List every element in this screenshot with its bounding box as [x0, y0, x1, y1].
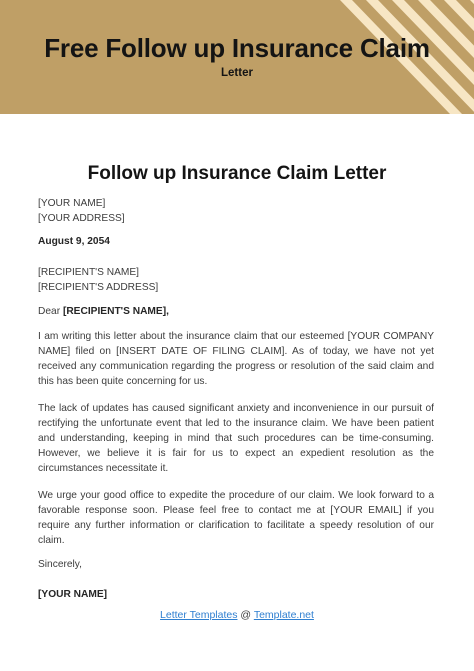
footer — [0, 609, 474, 621]
header-banner — [0, 0, 474, 114]
recipient-name: [RECIPIENT'S NAME] — [38, 267, 140, 278]
paragraph-3: We urge your good office to expedite the procedure of our claim. We look forward to a favorable response soon. Please feel free to contact me at [YOUR EMAIL] if you require any further information or clarification to facilitate a speedy resolution of our claim. — [38, 490, 434, 546]
sender-name: [YOUR NAME] — [38, 198, 106, 209]
footer-separator: @ — [240, 609, 252, 621]
salutation-prefix: Dear — [38, 306, 61, 317]
salutation-name: [RECIPIENT'S NAME], — [62, 306, 169, 317]
paragraph-2: The lack of updates has caused significant anxiety and inconvenience in our pursuit of rectifying the unfortunate event that led to the insurance claim. We have been patient and understanding, keeping in mind that such procedures can be time-consuming. However, we believe it is fair for us to expect an expedient resolution as the circumstances necessitate it. — [38, 403, 434, 474]
signature: [YOUR NAME] — [38, 589, 108, 600]
paragraph-1: I am writing this letter about the insurance claim that our esteemed [YOUR COMPANY NAME] filed on [INSERT DATE OF FILING CLAIM]. As of today, we have not yet received any communication regarding the progress or resolution of the said claim and this has been quite concerning for us. — [38, 331, 434, 387]
banner-subtitle: Letter — [221, 67, 253, 79]
recipient-address: [RECIPIENT'S ADDRESS] — [38, 282, 159, 293]
sender-address: [YOUR ADDRESS] — [38, 213, 125, 224]
letter-title: Follow up Insurance Claim Letter — [87, 163, 387, 184]
closing: Sincerely, — [38, 559, 82, 570]
letter-date: August 9, 2054 — [38, 236, 110, 247]
banner-title: Free Follow up Insurance Claim — [44, 33, 430, 63]
letter-templates-link[interactable]: Letter Templates — [160, 609, 238, 621]
salutation — [38, 304, 434, 319]
template-net-link[interactable]: Template.net — [253, 609, 314, 621]
letter-body — [38, 196, 434, 602]
